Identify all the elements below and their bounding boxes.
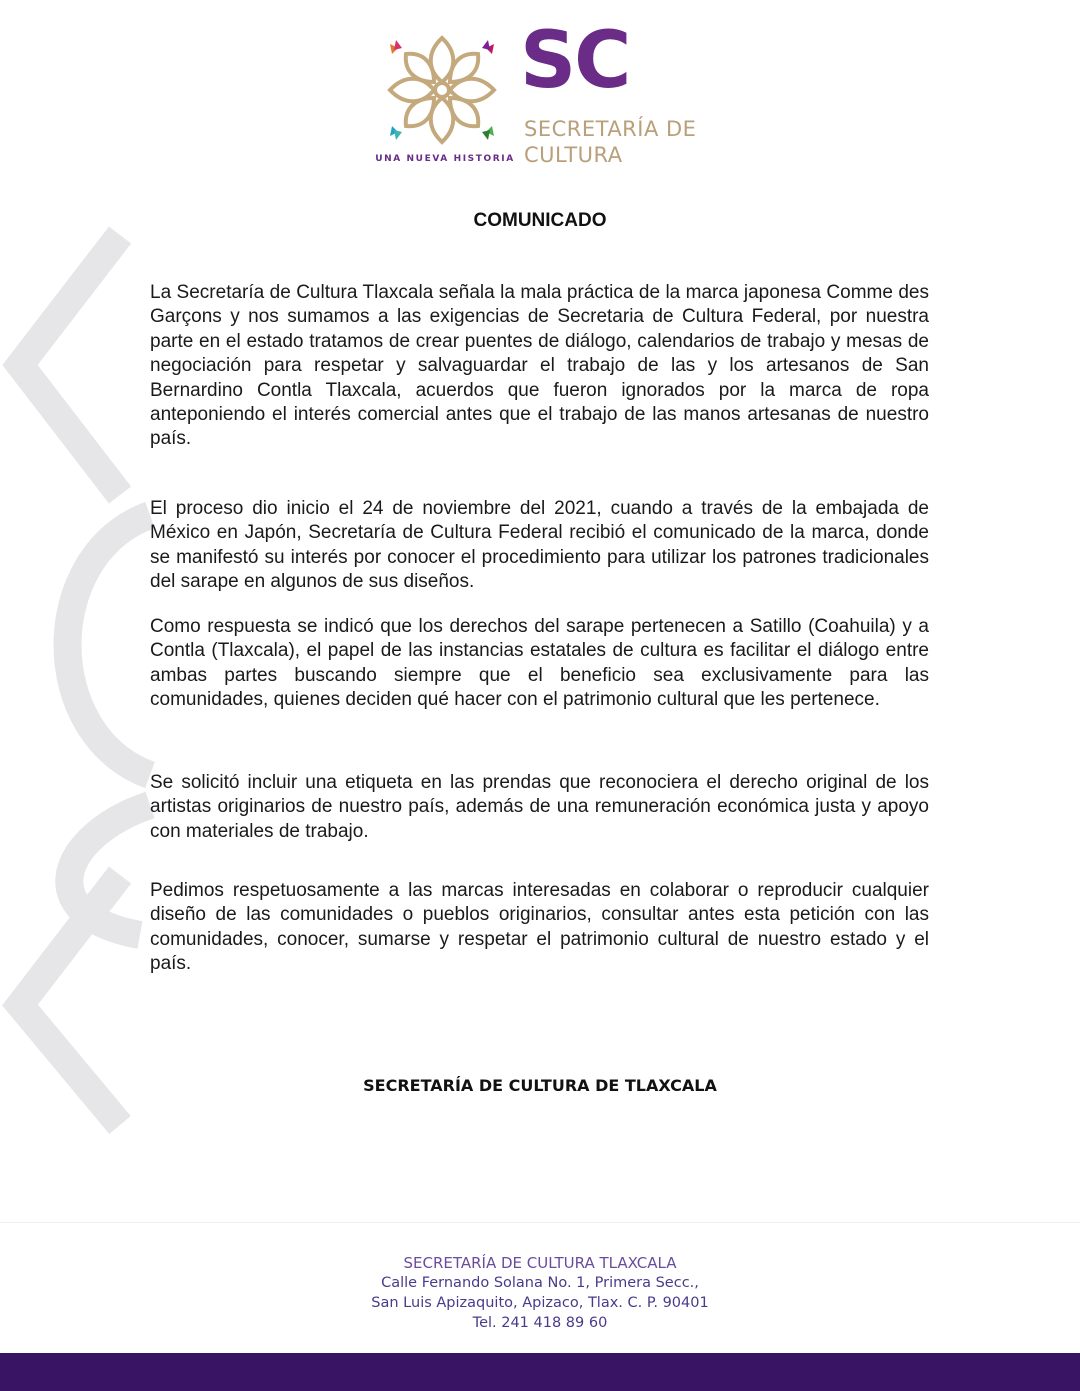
signature: SECRETARÍA DE CULTURA DE TLAXCALA: [363, 1076, 717, 1095]
footer-divider: [0, 1222, 1080, 1223]
logo-monogram: SC: [520, 16, 630, 106]
paragraph: El proceso dio inicio el 24 de noviembre del 2021, cuando a través de la embajada de México en Japón, Secretaría de Cultura Federal recibió el comunicado de la marca, donde se manifestó su interés por conocer el procedimiento para utilizar los patrones tradicionales del sarape en algunos de sus diseños.: [150, 498, 929, 593]
letterhead: [0, 0, 1080, 180]
document-title: COMUNICADO: [473, 210, 607, 231]
paragraph: Pedimos respetuosamente a las marcas interesadas en colaborar o reproducir cualquier diseño de las comunidades o pueblos originarios, consultar antes esta petición con las comunidades, conocer, sumarse y respetar el patrimonio cultural de nuestro estado y el país.: [150, 880, 929, 975]
footer-organization: SECRETARÍA DE CULTURA TLAXCALA: [403, 1254, 677, 1272]
watermark-emblem-graphic: [0, 215, 160, 1145]
footer-address-line2: San Luis Apizaquito, Apizaco, Tlax. C. P. 90401: [371, 1295, 709, 1311]
footer: [0, 1253, 1080, 1333]
footer-address-line1: Calle Fernando Solana No. 1, Primera Secc.,: [381, 1275, 699, 1291]
logo-subtitle: [524, 116, 696, 168]
flower-emblem-icon: [382, 30, 502, 150]
bottom-color-bar: [0, 1353, 1080, 1391]
footer-phone: Tel. 241 418 89 60: [472, 1315, 608, 1331]
logo-subtitle-line1: SECRETARÍA DE: [524, 117, 697, 141]
tagline: UNA NUEVA HISTORIA: [375, 154, 515, 164]
paragraph: Como respuesta se indicó que los derechos del sarape pertenecen a Satillo (Coahuila) y a Contla (Tlaxcala), el papel de las instancias estatales de cultura es facilitar el diálogo entre ambas partes buscando siempre que el beneficio sea exclusivamente para las comunidades, quienes deciden qué hacer con el patrimonio cultural que les pertenece.: [150, 616, 929, 711]
paragraph: Se solicitó incluir una etiqueta en las prendas que reconociera el derecho original de los artistas originarios de nuestro país, además de una remuneración económica justa y apoyo con materiales de trabajo.: [150, 772, 929, 842]
logo-subtitle-line2: CULTURA: [524, 143, 623, 167]
paragraph: La Secretaría de Cultura Tlaxcala señala la mala práctica de la marca japonesa Comme des Garçons y nos sumamos a las exigencias de Secretaria de Cultura Federal, por nuestra parte en el estado tratamos de crear puentes de diálogo, calendarios de trabajo y mesas de negociación para respetar y salvaguardar el trabajo de las y los artesanos de San Bernardino Contla Tlaxcala, acuerdos que fueron ignorados por la marca de ropa anteponiendo el interés comercial antes que el trabajo de las manos artesanas de nuestro país.: [150, 282, 929, 450]
